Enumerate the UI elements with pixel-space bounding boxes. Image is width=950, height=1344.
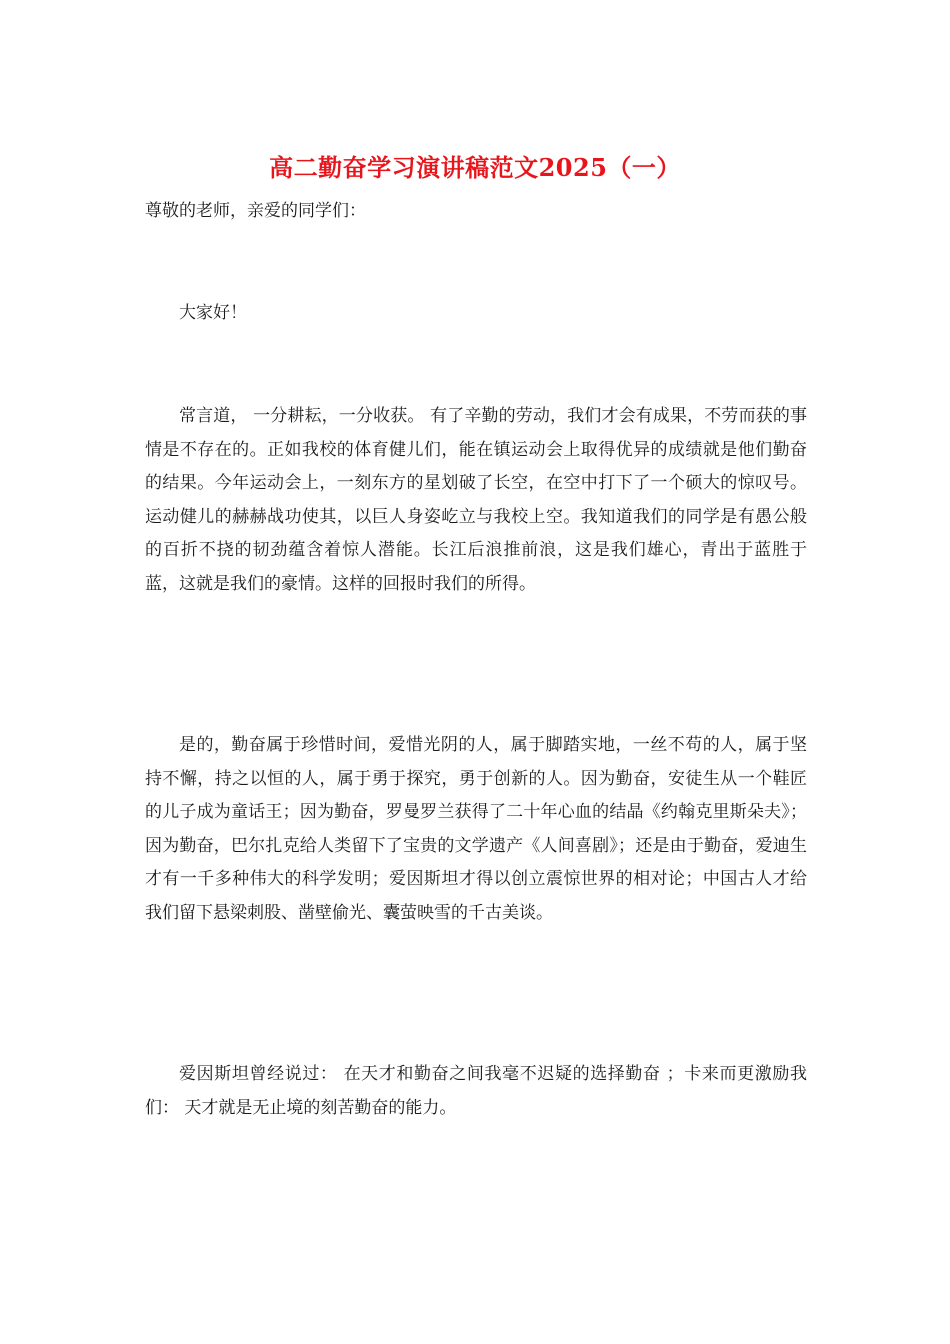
paragraph-3: 爱因斯坦曾经说过： 在天才和勤奋之间我毫不迟疑的选择勤奋 ；卡来而更激励我们： 天才就是无止境的刻苦勤奋的能力。	[145, 1064, 807, 1118]
paragraph-2: 是的，勤奋属于珍惜时间，爱惜光阴的人，属于脚踏实地，一丝不苟的人，属于坚持不懈，持之以恒的人，属于勇于探究，勇于创新的人。因为勤奋，安徒生从一个鞋匠的儿子成为童话王；因为勤奋，罗曼罗兰获得了二十年心血的结晶《约翰克里斯朵夫》；因为勤奋，巴尔扎克给人类留下了宝贵的文学遗产《人间喜剧》；还是由于勤奋，爱迪生才有一千多种伟大的科学发明；爱因斯坦才得以创立震惊世界的相对论；中国古人才给我们留下悬梁刺股、凿壁偷光、囊萤映雪的千古美谈。	[145, 735, 807, 923]
salutation: 尊敬的老师，亲爱的同学们：	[145, 201, 366, 221]
document-title: 高二勤奋学习演讲稿范文2025（一）	[269, 153, 681, 182]
paragraph-1: 常言道， 一分耕耘，一分收获。 有了辛勤的劳动，我们才会有成果，不劳而获的事情是不存在的。正如我校的体育健儿们，能在镇运动会上取得优异的成绩就是他们勤奋的结果。今年运动会上，一刻东方的星划破了长空，在空中打下了一个硕大的惊叹号。运动健儿的赫赫战功使其，以巨人身姿屹立与我校上空。我知道我们的同学是有愚公般的百折不挠的韧劲蕴含着惊人潜能。长江后浪推前浪，这是我们雄心，青出于蓝胜于蓝，这就是我们的豪情。这样的回报时我们的所得。	[145, 406, 807, 594]
paragraph-greeting: 大家好！	[179, 303, 247, 323]
